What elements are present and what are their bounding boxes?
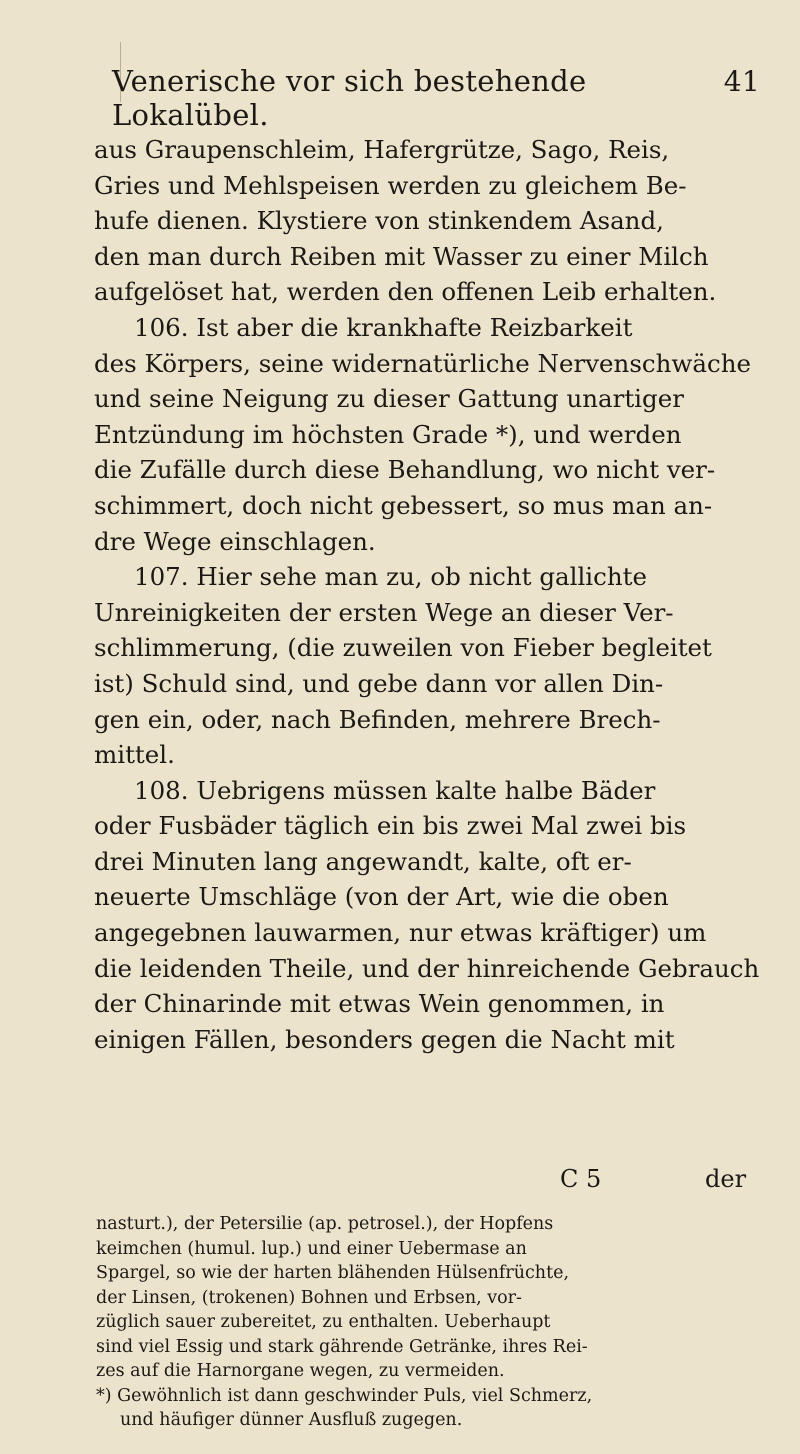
signature-mark: C 5 [560,1165,602,1193]
text-line: neuerte Umschläge (von der Art, wie die oben [94,882,669,912]
text-line: schimmert, doch nicht gebessert, so mus man an- [94,490,713,520]
text-line: schlimmerung, (die zuweilen von Fieber begleitet [94,633,712,663]
text-line: Entzündung im höchsten Grade *), und werden [94,419,682,449]
text-line: mittel. [94,740,175,770]
section-106-start: 106. Ist aber die krankhafte Reizbarkeit [134,312,633,342]
text-line: Gries und Mehlspeisen werden zu gleichem Be- [94,170,687,200]
footnote-line: sind viel Essig und stark gährende Getränke, ihres Rei- [96,1336,588,1357]
text-line: aus Graupenschleim, Hafergrütze, Sago, Reis, [94,135,670,164]
running-title: Venerische vor sich bestehende Lokalübel. [112,64,587,132]
text-line: ist) Schuld sind, und gebe dann vor allen Din- [94,668,664,698]
text-line: angegebnen lauwarmen, nur etwas kräftiger) um [94,918,707,948]
footnote-line: und häufiger dünner Ausfluß zugegen. [120,1410,463,1430]
footnote-line: der Linsen, (trokenen) Bohnen und Erbsen, vor- [96,1287,522,1308]
text-line: der Chinarinde mit etwas Wein genommen, in [94,989,665,1019]
text-line: hufe dienen. Klystiere von stinkendem Asand, [94,206,664,236]
text-line: und seine Neigung zu dieser Gattung unartiger [94,384,684,414]
page-header [112,64,760,132]
main-text [94,132,762,1057]
text-line: aufgelöset hat, werden den offenen Leib erhalten. [94,277,717,307]
text-line: drei Minuten lang angewandt, kalte, oft er- [94,846,632,876]
footnote-line: keimchen (humul. lup.) und einer Uebermase an [96,1238,527,1259]
text-line: einigen Fällen, besonders gegen die Nacht mit [94,1024,675,1054]
text-line: des Körpers, seine widernatürliche Nervenschwäche [94,348,751,378]
footnote-line: Spargel, so wie der harten blähenden Hülsenfrüchte, [96,1263,570,1283]
text-line: gen ein, oder, nach Befinden, mehrere Brech- [94,704,661,734]
footnote-line: züglich sauer zubereitet, zu enthalten. Ueberhaupt [96,1312,551,1332]
text-line: oder Fusbäder täglich ein bis zwei Mal zwei bis [94,811,687,841]
page-number: 41 [723,65,760,98]
footnotes [96,1212,762,1433]
footnote-asterisk: *) Gewöhnlich ist dann geschwinder Puls, viel Schmerz, [96,1385,593,1406]
footnote-line: zes auf die Harnorgane wegen, zu vermeiden. [96,1361,505,1381]
section-108-start: 108. Uebrigens müssen kalte halbe Bäder [134,775,656,805]
catchword: der [705,1165,747,1193]
footnote-line: nasturt.), der Petersilie (ap. petrosel.), der Hopfens [96,1214,554,1234]
section-107-start: 107. Hier sehe man zu, ob nicht gallichte [134,562,647,592]
text-line: die leidenden Theile, und der hinreichende Gebrauch [94,953,760,983]
text-line: die Zufälle durch diese Behandlung, wo nicht ver- [94,455,716,485]
text-line: den man durch Reiben mit Wasser zu einer Milch [94,241,709,271]
text-line: dre Wege einschlagen. [94,526,376,556]
text-line: Unreinigkeiten der ersten Wege an dieser Ver- [94,597,674,627]
